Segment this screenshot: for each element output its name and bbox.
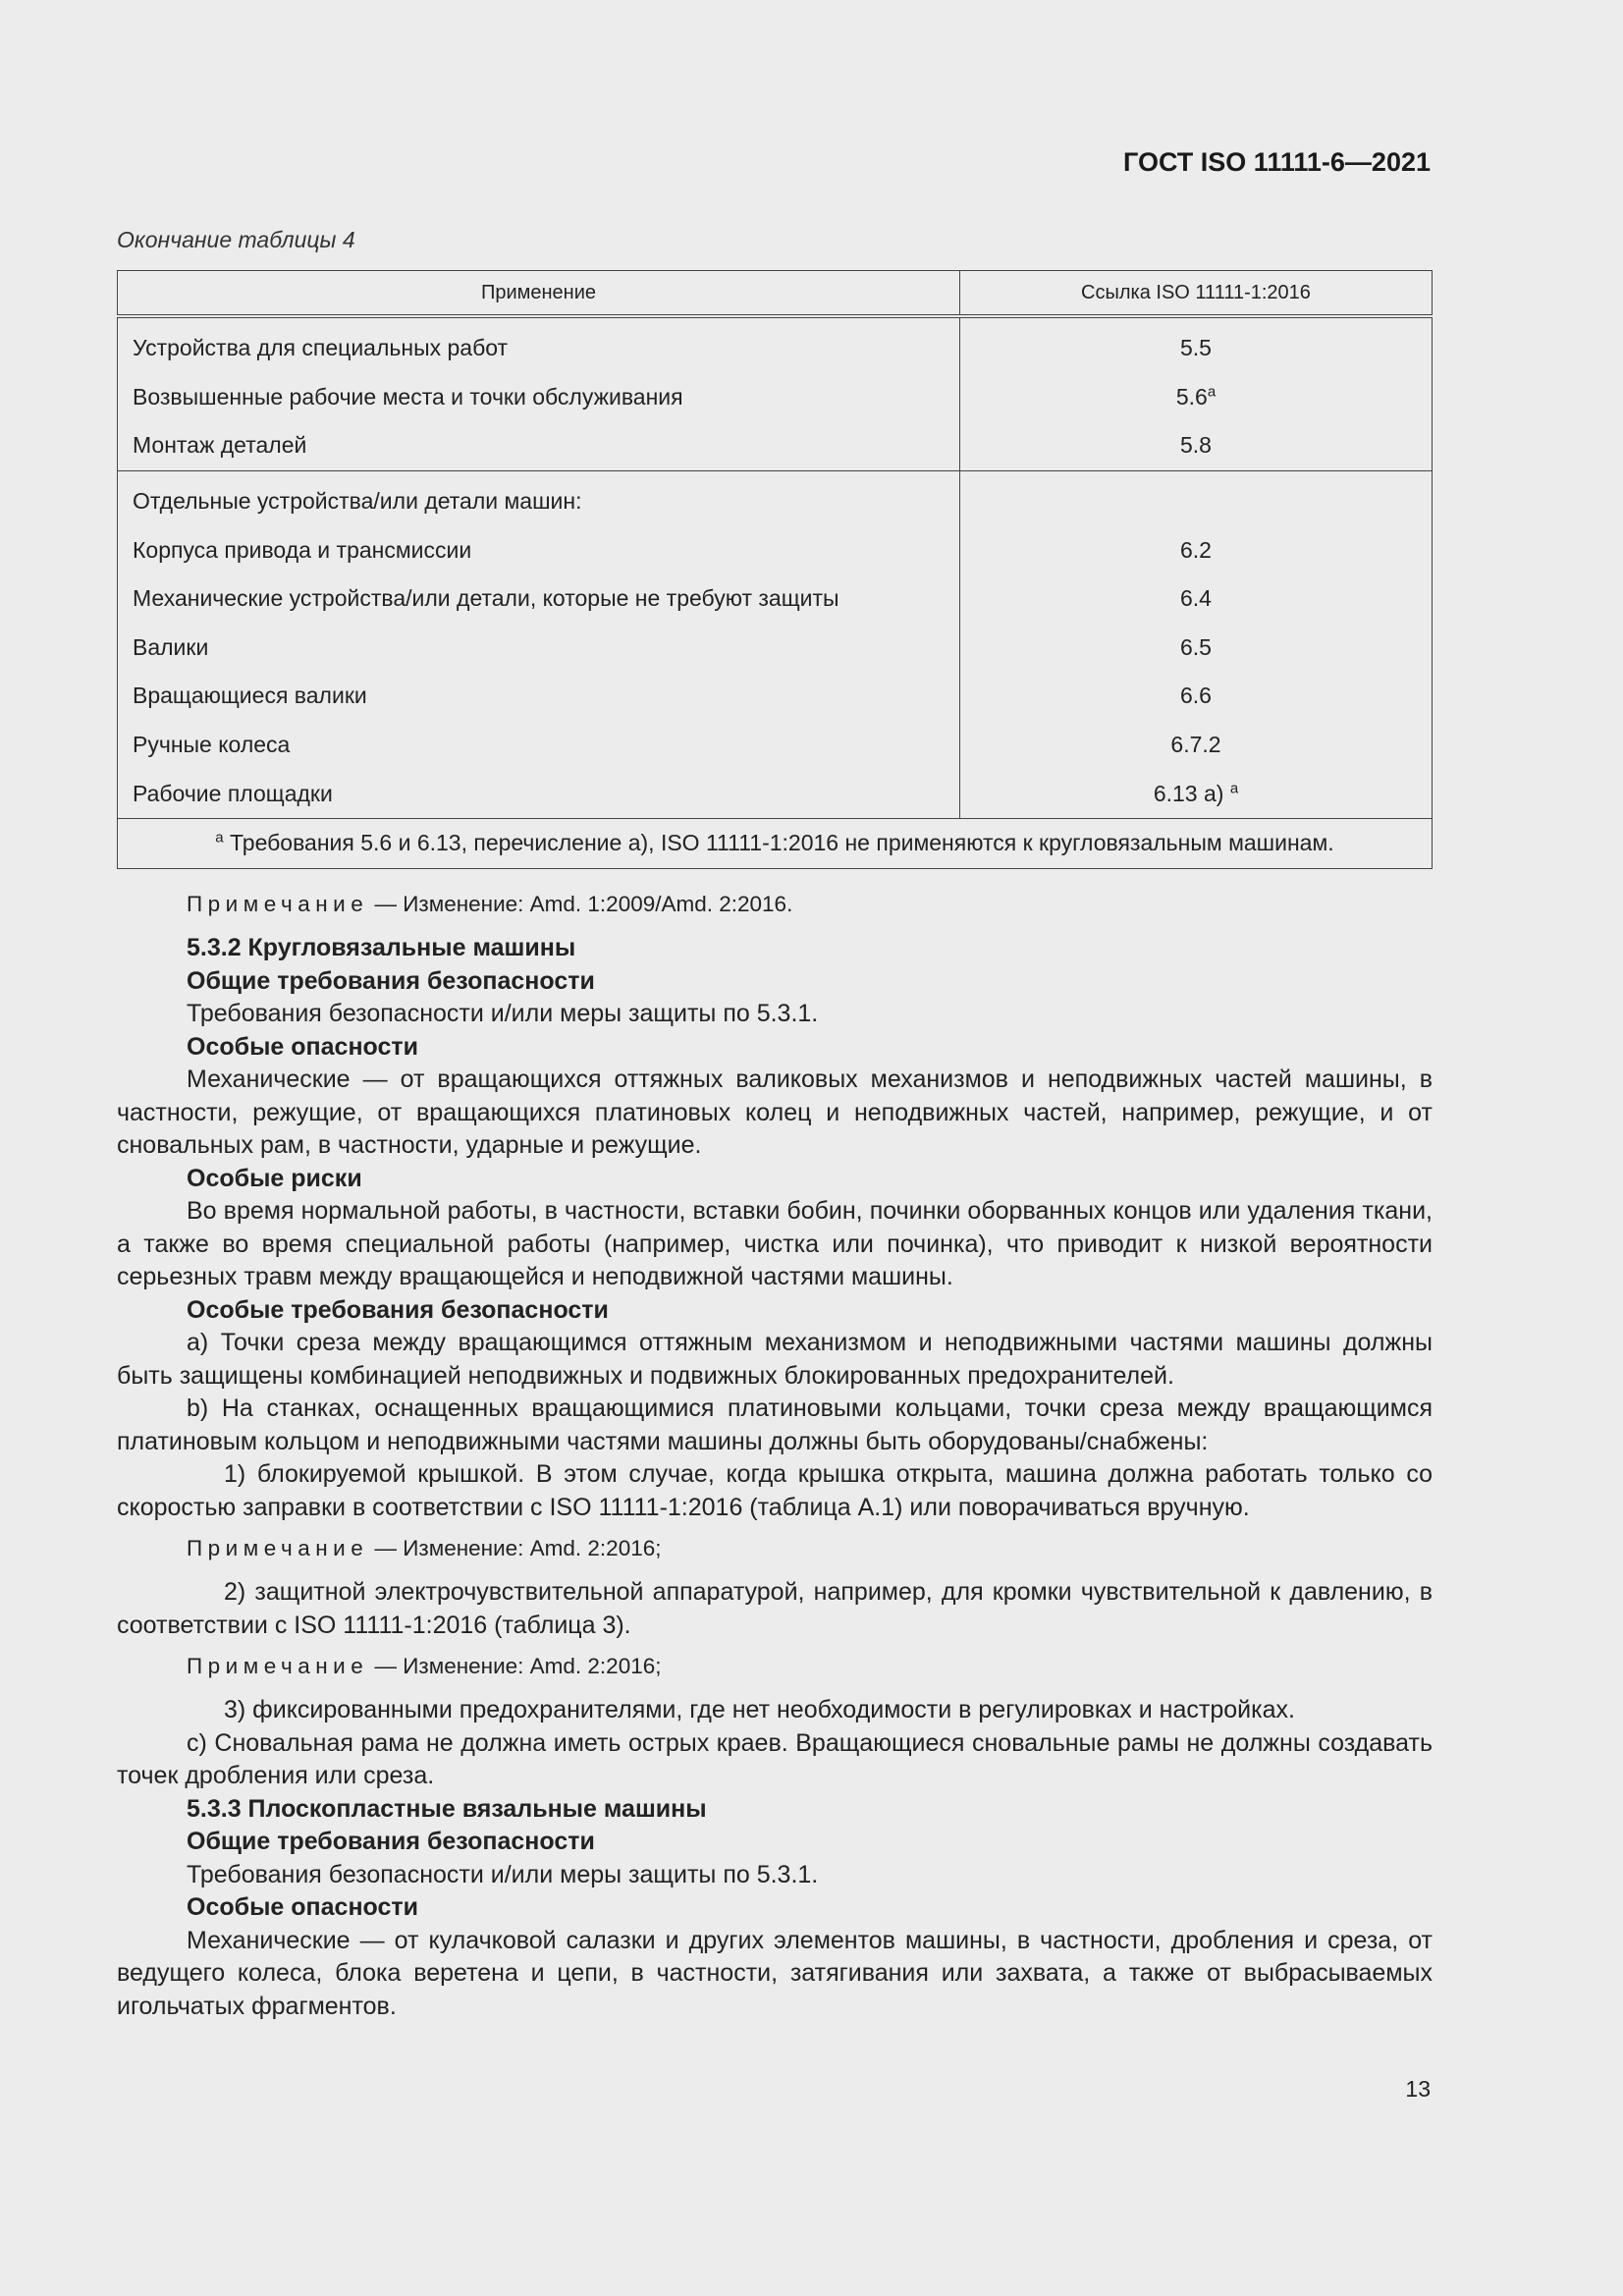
footnote-marker: а bbox=[1229, 779, 1239, 796]
note-label: Примечание bbox=[187, 892, 369, 916]
table-row bbox=[118, 624, 1433, 673]
reference-cell: 6.4 bbox=[1180, 585, 1212, 612]
application-cell: Возвышенные рабочие места и точки обслуживания bbox=[118, 373, 960, 422]
reference-table bbox=[117, 270, 1433, 869]
table-row bbox=[118, 373, 1433, 422]
table-footnote: $^а$ Требования 5.6 и 6.13, перечисление а), ISO 11111-1:2016 не применяются к кругловязальным машинам. bbox=[118, 818, 1433, 868]
reference-cell: $5.6^а$ bbox=[1175, 383, 1217, 410]
table-row bbox=[118, 672, 1433, 721]
list-item: b) На станках, оснащенных вращающимися платиновыми кольцами, точки среза между вращающимся платиновым кольцом и неподвижными частями машины должны быть оборудованы/снабжены: bbox=[117, 1394, 1433, 1455]
table-row bbox=[118, 525, 1433, 574]
table-row bbox=[118, 721, 1433, 770]
paragraph: Механические — от кулачковой салазки и других элементов машины, в частности, дробления и среза, от ведущего колеса, блока веретена и цепи, в частности, затягивания или захвата, а также от выбрасываемых игольчатых фрагментов. bbox=[117, 1926, 1433, 2020]
table-row bbox=[118, 470, 1433, 525]
footnote-marker: а bbox=[1207, 383, 1217, 401]
table-row bbox=[118, 421, 1433, 470]
reference-cell: 5.5 bbox=[1180, 335, 1212, 361]
paragraph: Требования безопасности и/или меры защиты по 5.3.1. bbox=[187, 1860, 819, 1888]
reference-cell: 6.2 bbox=[1180, 536, 1212, 563]
paragraph: Механические — от вращающихся оттяжных валиковых механизмов и неподвижных частей машины, в частности, режущие, от вращающихся платиновых колец и неподвижных частей, например, режущие, и от сновальных рам, в частности, ударные и режущие. bbox=[117, 1066, 1433, 1159]
column-header-application: Применение bbox=[118, 271, 960, 317]
document-code: ГОСТ ISO 11111-6—2021 bbox=[1123, 147, 1431, 177]
note-label: Примечание bbox=[187, 1654, 369, 1678]
reference-cell: 6.6 bbox=[1180, 683, 1212, 709]
section-heading: 5.3.2 Кругловязальные машины bbox=[187, 934, 576, 961]
paragraph: Требования безопасности и/или меры защиты по 5.3.1. bbox=[187, 1000, 819, 1027]
application-cell: Вращающиеся валики bbox=[118, 672, 960, 721]
list-item: а) Точки среза между вращающимся оттяжным механизмом и неподвижными частями машины должны быть защищены комбинацией неподвижных и подвижных блокированных предохранителей. bbox=[117, 1329, 1433, 1390]
page-number: 13 bbox=[1405, 2076, 1431, 2102]
subsection-heading: Особые требования безопасности bbox=[187, 1295, 609, 1324]
section-heading: 5.3.3 Плоскопластные вязальные машины bbox=[187, 1794, 707, 1823]
reference-cell: 5.8 bbox=[960, 421, 1433, 470]
reference-cell: 6.13 а) $^а$ bbox=[1153, 779, 1239, 806]
subsection-heading: Особые опасности bbox=[187, 1893, 418, 1921]
application-cell: Ручные колеса bbox=[118, 721, 960, 770]
application-cell: Отдельные устройства/или детали машин: bbox=[118, 470, 960, 525]
application-cell: Валики bbox=[118, 624, 960, 673]
footnote-marker: а bbox=[215, 829, 224, 847]
note-label: Примечание bbox=[187, 1536, 369, 1560]
application-cell: Механические устройства/или детали, которые не требуют защиты bbox=[118, 574, 960, 624]
note: Примечание — Изменение: Amd. 2:2016; bbox=[187, 1536, 662, 1560]
subsection-heading: Общие требования безопасности bbox=[187, 966, 595, 995]
table-row bbox=[118, 574, 1433, 624]
table-caption: Окончание таблицы 4 bbox=[117, 227, 355, 252]
application-cell: Корпуса привода и трансмиссии bbox=[118, 525, 960, 574]
table-row bbox=[118, 769, 1433, 818]
paragraph: Во время нормальной работы, в частности, вставки бобин, починки оборванных концов или удаления ткани, а также во время специальной работы (например, чистка или починка), что приводит к низкой вероятности серьезных травм между вращающейся и неподвижной частями машины. bbox=[117, 1197, 1433, 1290]
list-item: с) Сновальная рама не должна иметь острых краев. Вращающиеся сновальные рамы не должны создавать точек дробления или среза. bbox=[117, 1728, 1433, 1789]
reference-cell: 6.5 bbox=[1180, 633, 1212, 660]
list-item: 1) блокируемой крышкой. В этом случае, когда крышка открыта, машина должна работать только со скоростью заправки в соответствии с ISO 11111-1:2016 (таблица А.1) или поворачиваться вручную. bbox=[117, 1460, 1433, 1521]
note: Примечание — Изменение: Amd. 1:2009/Amd. 2:2016. bbox=[187, 892, 793, 916]
column-header-reference: Ссылка ISO 11111-1:2016 bbox=[960, 271, 1433, 317]
reference-cell bbox=[960, 470, 1433, 525]
subsection-heading: Особые риски bbox=[187, 1164, 362, 1192]
table-header-row bbox=[118, 271, 1433, 317]
reference-cell: 6.7.2 bbox=[1170, 732, 1221, 758]
note: Примечание — Изменение: Amd. 2:2016; bbox=[187, 1654, 662, 1678]
table-footnote-row bbox=[118, 818, 1433, 868]
document-body bbox=[117, 880, 1433, 2023]
subsection-heading: Общие требования безопасности bbox=[187, 1828, 595, 1855]
list-item: 3) фиксированными предохранителями, где нет необходимости в регулировках и настройках. bbox=[224, 1696, 1295, 1723]
application-cell: Монтаж деталей bbox=[118, 421, 960, 470]
list-item: 2) защитной электрочувствительной аппаратурой, например, для кромки чувствительной к давлению, в соответствии с ISO 11111-1:2016 (таблица 3). bbox=[117, 1578, 1433, 1639]
subsection-heading: Особые опасности bbox=[187, 1032, 418, 1061]
application-cell: Рабочие площадки bbox=[118, 769, 960, 818]
application-cell: Устройства для специальных работ bbox=[118, 316, 960, 373]
table-row bbox=[118, 316, 1433, 373]
